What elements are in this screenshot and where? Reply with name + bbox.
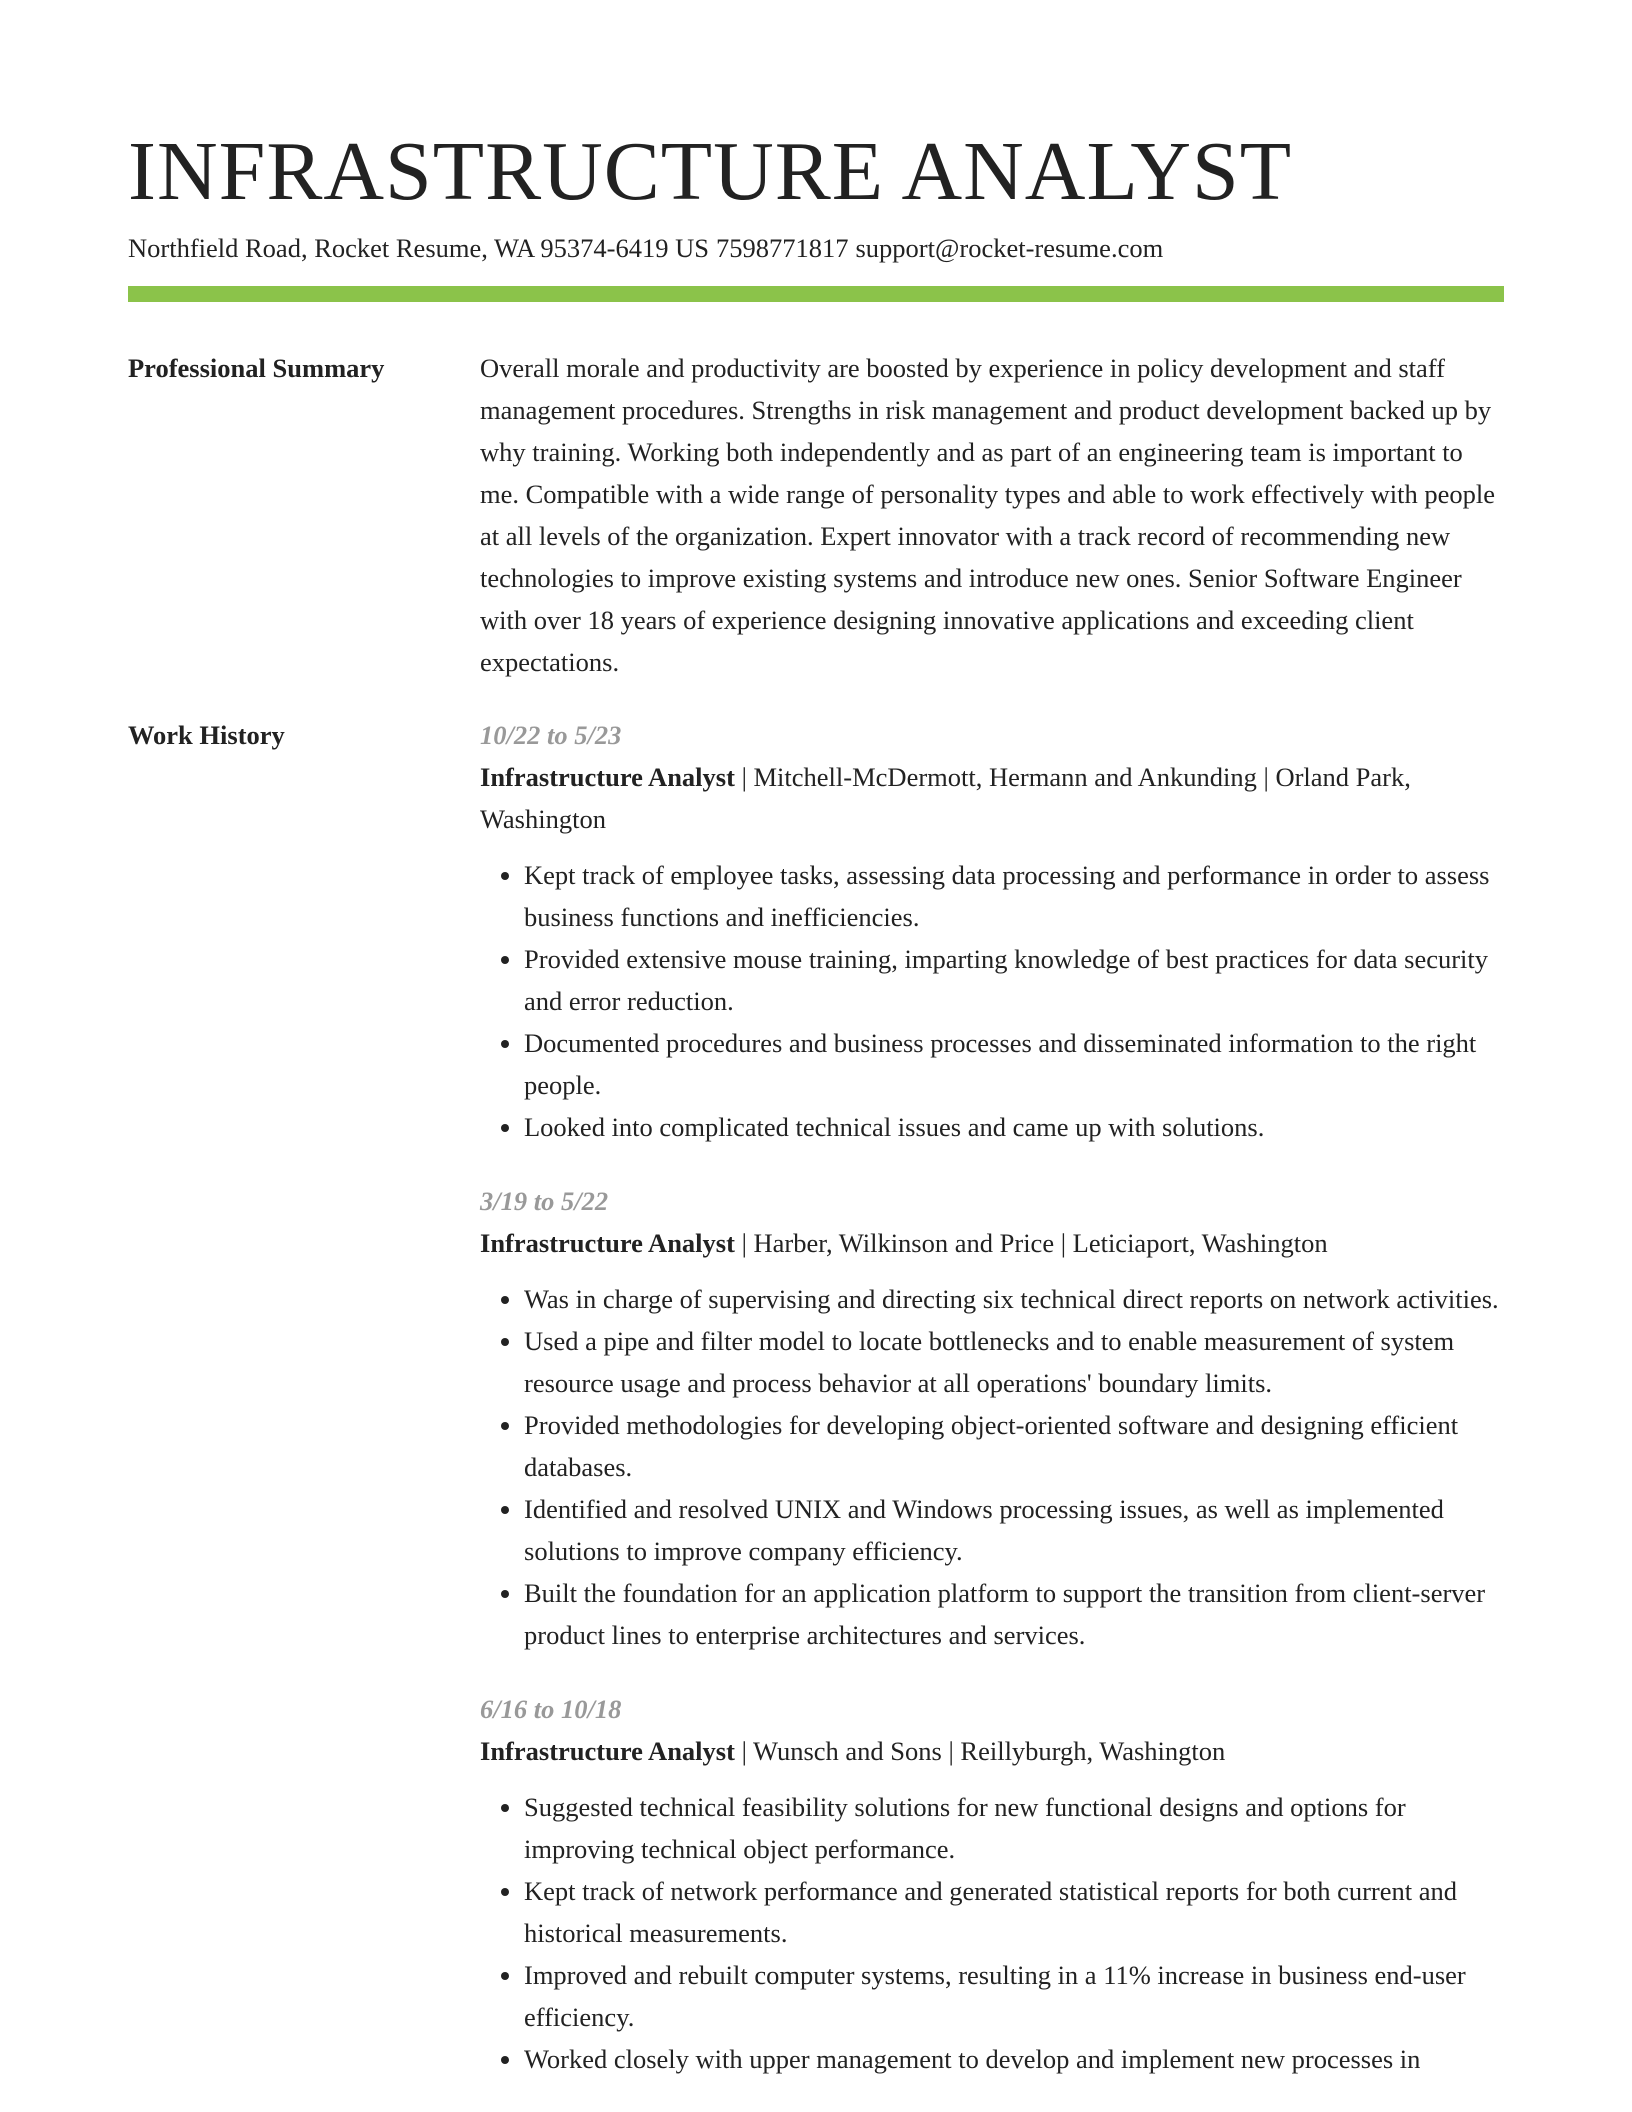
job-bullet: • Provided methodologies for developing object-oriented software and designing efficient databases.	[524, 1404, 1504, 1488]
job-bullet-list	[480, 1278, 1504, 1656]
job-bullet: • Used a pipe and filter model to locate bottlenecks and to enable measurement of system resource usage and process behavior at all operations' boundary limits.	[524, 1320, 1504, 1404]
resume-title: INFRASTRUCTURE ANALYST	[128, 125, 1293, 218]
contact-address: Northfield Road, Rocket Resume, WA 95374-6419 US	[128, 233, 709, 263]
job-heading	[480, 1222, 1504, 1264]
job-dates: 3/19 to 5/22	[480, 1186, 609, 1216]
summary-body	[480, 347, 1504, 683]
work-history-body	[480, 714, 1504, 2112]
job-employer-location: | Mitchell-McDermott, Hermann and Ankunding | Orland Park, Washington	[480, 762, 1411, 834]
job-dates: 6/16 to 10/18	[480, 1694, 622, 1724]
job-bullet: • Kept track of employee tasks, assessing data processing and performance in order to assess business functions and inefficiencies.	[524, 854, 1504, 938]
job-bullet: • Improved and rebuilt computer systems, resulting in a 11% increase in business end-user efficiency.	[524, 1954, 1504, 2038]
job-title: Infrastructure Analyst	[480, 762, 735, 792]
job-bullet: • Provided extensive mouse training, imparting knowledge of best practices for data security and error reduction.	[524, 938, 1504, 1022]
summary-text: Overall morale and productivity are boosted by experience in policy development and staff management procedures. Strengths in risk management and product development backed up by why training. Working both independently and as part of an engineering team is important to me. Compatible with a wide range of personality types and able to work effectively with people at all levels of the organization. Expert innovator with a track record of recommending new technologies to improve existing systems and introduce new ones. Senior Software Engineer with over 18 years of experience designing innovative applications and exceeding client expectations.	[480, 353, 1496, 677]
job-dates: 10/22 to 5/23	[480, 720, 622, 750]
job-entry	[480, 714, 1504, 1148]
job-bullet: • Identified and resolved UNIX and Windows processing issues, as well as implemented solutions to improve company efficiency.	[524, 1488, 1504, 1572]
job-bullet: • Documented procedures and business processes and disseminated information to the right people.	[524, 1022, 1504, 1106]
job-bullet: • Built the foundation for an application platform to support the transition from client-server product lines to enterprise architectures and services.	[524, 1572, 1504, 1656]
job-title: Infrastructure Analyst	[480, 1736, 735, 1766]
job-employer-location: | Wunsch and Sons | Reillyburgh, Washington	[734, 1736, 1226, 1766]
contact-email: support@rocket-resume.com	[855, 233, 1164, 263]
job-heading	[480, 1730, 1504, 1772]
contact-phone: 7598771817	[715, 233, 849, 263]
section-label-summary: Professional Summary	[128, 353, 385, 383]
job-entry	[480, 1688, 1504, 2080]
job-bullet: • Worked closely with upper management to develop and implement new processes in	[524, 2038, 1504, 2080]
job-bullet-list	[480, 854, 1504, 1148]
job-bullet-list	[480, 1786, 1504, 2080]
accent-divider	[128, 286, 1504, 302]
section-label-work-history: Work History	[128, 720, 285, 750]
job-heading	[480, 756, 1504, 840]
job-bullet: • Suggested technical feasibility solutions for new functional designs and options for improving technical object performance.	[524, 1786, 1504, 1870]
job-bullet: • Was in charge of supervising and directing six technical direct reports on network activities.	[524, 1278, 1504, 1320]
job-bullet: • Kept track of network performance and generated statistical reports for both current and historical measurements.	[524, 1870, 1504, 1954]
job-entry	[480, 1180, 1504, 1656]
job-title: Infrastructure Analyst	[480, 1228, 735, 1258]
contact-line	[128, 230, 1170, 266]
job-bullet: • Looked into complicated technical issues and came up with solutions.	[524, 1106, 1504, 1148]
job-employer-location: | Harber, Wilkinson and Price | Leticiaport, Washington	[734, 1228, 1328, 1258]
